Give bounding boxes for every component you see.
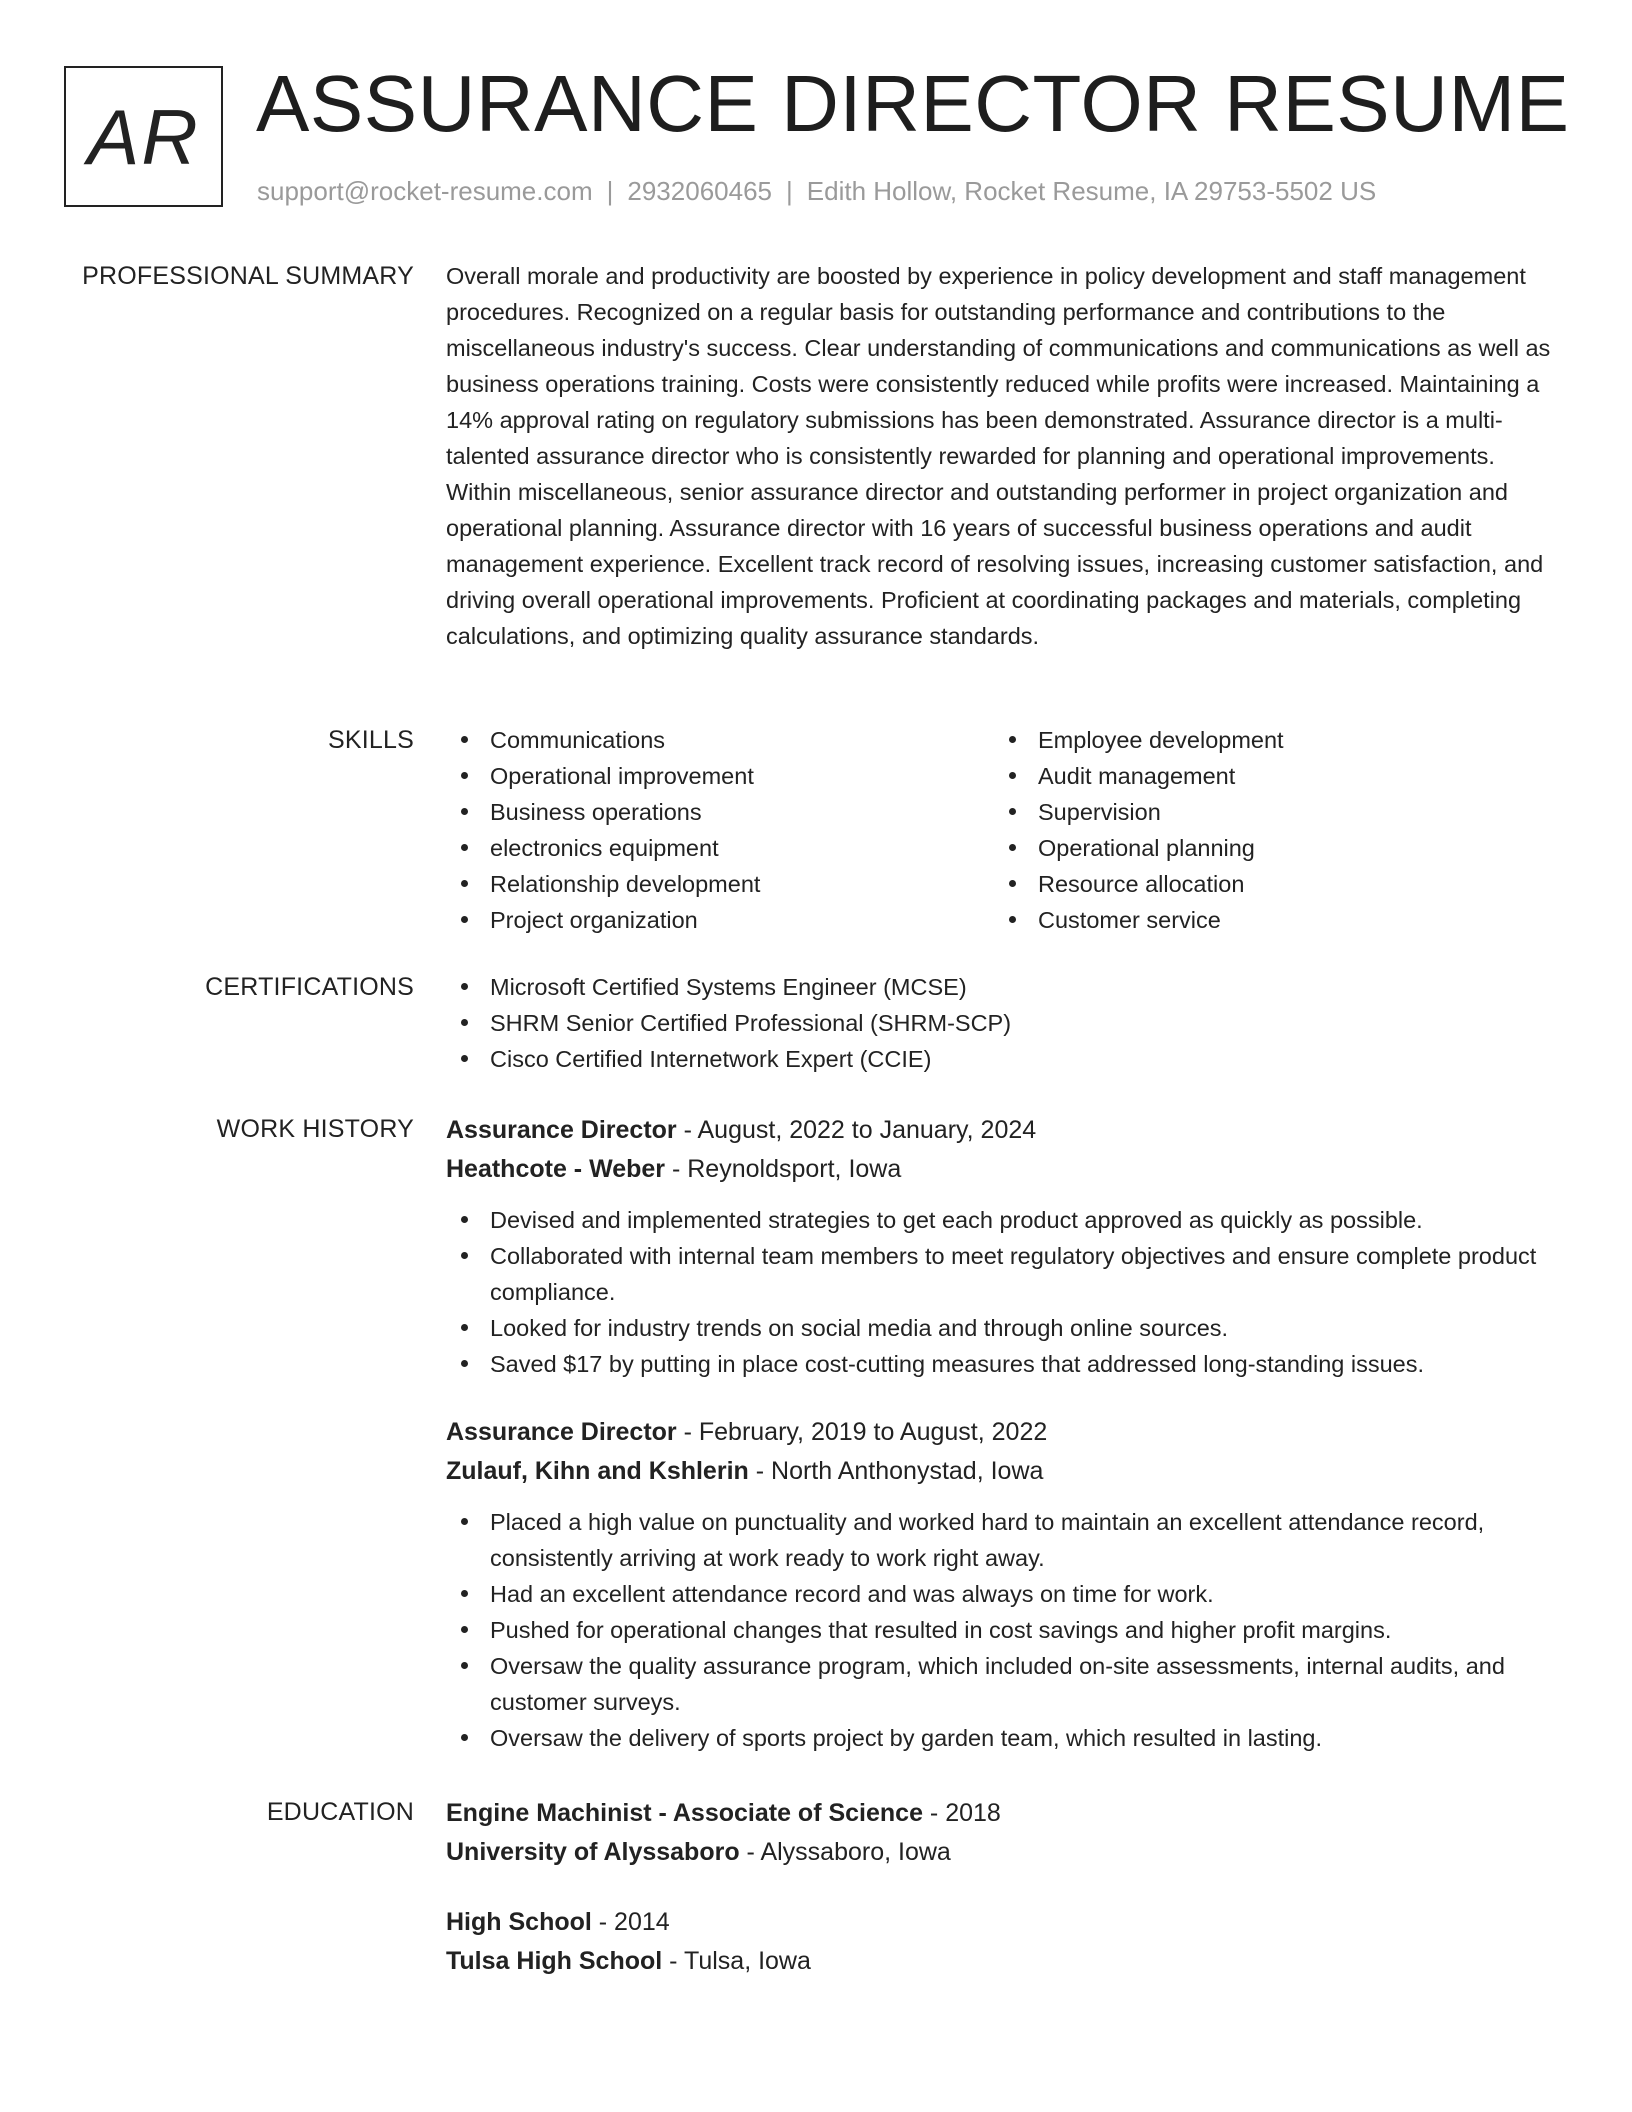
skill-item: Communications bbox=[446, 722, 994, 758]
education-school-line bbox=[446, 1833, 1566, 1872]
contact-line bbox=[257, 174, 1376, 208]
skill-item: Supervision bbox=[994, 794, 1542, 830]
certification-item: Cisco Certified Internetwork Expert (CCIE) bbox=[446, 1041, 1566, 1077]
job-bullet: Devised and implemented strategies to get each product approved as quickly as possible. bbox=[446, 1202, 1566, 1238]
job-location: - Reynoldsport, Iowa bbox=[665, 1155, 902, 1183]
job-bullet: Saved $17 by putting in place cost-cutting measures that addressed long-standing issues. bbox=[446, 1346, 1566, 1382]
job-company-line bbox=[446, 1150, 1566, 1189]
education-degree-line bbox=[446, 1794, 1566, 1833]
skill-item: Employee development bbox=[994, 722, 1542, 758]
job-entry bbox=[446, 1111, 1566, 1382]
skill-item: Project organization bbox=[446, 902, 994, 938]
resume-title: ASSURANCE DIRECTOR RESUME bbox=[256, 59, 1570, 148]
certification-item: SHRM Senior Certified Professional (SHRM-SCP) bbox=[446, 1005, 1566, 1041]
skill-item: Resource allocation bbox=[994, 866, 1542, 902]
education-school-line bbox=[446, 1942, 1566, 1981]
job-dates: - August, 2022 to January, 2024 bbox=[676, 1116, 1037, 1144]
certifications-list bbox=[446, 969, 1566, 1077]
job-location: - North Anthonystad, Iowa bbox=[748, 1457, 1044, 1485]
skills-columns bbox=[446, 722, 1566, 938]
section-label-summary: PROFESSIONAL SUMMARY bbox=[82, 262, 414, 290]
skill-item: Business operations bbox=[446, 794, 994, 830]
contact-separator: | bbox=[606, 176, 614, 206]
education-degree: High School bbox=[446, 1908, 592, 1936]
education-entry bbox=[446, 1794, 1566, 1872]
job-title: Assurance Director bbox=[446, 1418, 677, 1446]
job-bullet: Placed a high value on punctuality and worked hard to maintain an excellent attendance record, consistently arriving at work ready to work right away. bbox=[446, 1504, 1566, 1576]
job-bullet: Collaborated with internal team members to meet regulatory objectives and ensure complete product compliance. bbox=[446, 1238, 1566, 1310]
section-label-work-history: WORK HISTORY bbox=[216, 1115, 414, 1143]
job-company: Heathcote - Weber bbox=[446, 1155, 666, 1183]
skills-list-right bbox=[994, 722, 1542, 938]
skill-item: Customer service bbox=[994, 902, 1542, 938]
education-school: Tulsa High School bbox=[446, 1947, 663, 1975]
skill-item: Operational improvement bbox=[446, 758, 994, 794]
section-label-skills: SKILLS bbox=[328, 726, 414, 754]
education-degree-line bbox=[446, 1903, 1566, 1942]
summary-text: Overall morale and productivity are boosted by experience in policy development and staff management procedures. Recognized on a regular basis for outstanding performance and contributions to the miscellaneous industry's success. Clear understanding of communications and communications as well as business operations training. Costs were consistently reduced while profits were increased. Maintaining a 14% approval rating on regulatory submissions has been demonstrated. Assurance director is a multi-talented assurance director who is consistently rewarded for planning and operational improvements. Within miscellaneous, senior assurance director and outstanding performer in project organization and operational planning. Assurance director with 16 years of successful business operations and audit management experience. Excellent track record of resolving issues, increasing customer satisfaction, and driving overall operational improvements. Proficient at coordinating packages and materials, completing calculations, and optimizing quality assurance standards. bbox=[446, 263, 1551, 649]
education-location: - Alyssaboro, Iowa bbox=[739, 1838, 951, 1866]
job-company: Zulauf, Kihn and Kshlerin bbox=[446, 1457, 749, 1485]
job-bullets bbox=[446, 1504, 1566, 1756]
education-degree: Engine Machinist - Associate of Science bbox=[446, 1799, 923, 1827]
monogram-box bbox=[64, 66, 223, 207]
summary-body bbox=[446, 258, 1566, 654]
education-body bbox=[446, 1794, 1566, 1981]
skills-list-left bbox=[446, 722, 994, 938]
job-entry bbox=[446, 1413, 1566, 1756]
education-year: - 2018 bbox=[922, 1799, 1001, 1827]
education-school: University of Alyssaboro bbox=[446, 1838, 740, 1866]
job-company-line bbox=[446, 1452, 1566, 1491]
skill-item: Audit management bbox=[994, 758, 1542, 794]
education-location: - Tulsa, Iowa bbox=[662, 1947, 811, 1975]
job-bullet: Pushed for operational changes that resulted in cost savings and higher profit margins. bbox=[446, 1612, 1566, 1648]
skill-item: Operational planning bbox=[994, 830, 1542, 866]
job-title-line bbox=[446, 1413, 1566, 1452]
job-bullet: Oversaw the delivery of sports project by garden team, which resulted in lasting. bbox=[446, 1720, 1566, 1756]
certification-item: Microsoft Certified Systems Engineer (MCSE) bbox=[446, 969, 1566, 1005]
skill-item: Relationship development bbox=[446, 866, 994, 902]
job-bullet: Oversaw the quality assurance program, which included on-site assessments, internal audits, and customer surveys. bbox=[446, 1648, 1566, 1720]
contact-separator: | bbox=[786, 176, 793, 206]
contact-phone: 2932060465 bbox=[627, 176, 772, 206]
job-bullet: Looked for industry trends on social media and through online sources. bbox=[446, 1310, 1566, 1346]
job-bullets bbox=[446, 1202, 1566, 1382]
education-year: - 2014 bbox=[591, 1908, 670, 1936]
certifications-body bbox=[446, 969, 1566, 1077]
monogram-initials: AR bbox=[87, 92, 200, 181]
education-entry bbox=[446, 1903, 1566, 1981]
job-title-line bbox=[446, 1111, 1566, 1150]
skill-item: electronics equipment bbox=[446, 830, 994, 866]
job-title: Assurance Director bbox=[446, 1116, 677, 1144]
contact-address: Edith Hollow, Rocket Resume, IA 29753-5502 US bbox=[806, 176, 1377, 206]
job-dates: - February, 2019 to August, 2022 bbox=[676, 1418, 1048, 1446]
contact-email: support@rocket-resume.com bbox=[257, 176, 593, 206]
section-label-education: EDUCATION bbox=[266, 1798, 414, 1826]
work-history-body bbox=[446, 1111, 1566, 1756]
job-bullet: Had an excellent attendance record and was always on time for work. bbox=[446, 1576, 1566, 1612]
section-label-certifications: CERTIFICATIONS bbox=[205, 973, 414, 1001]
